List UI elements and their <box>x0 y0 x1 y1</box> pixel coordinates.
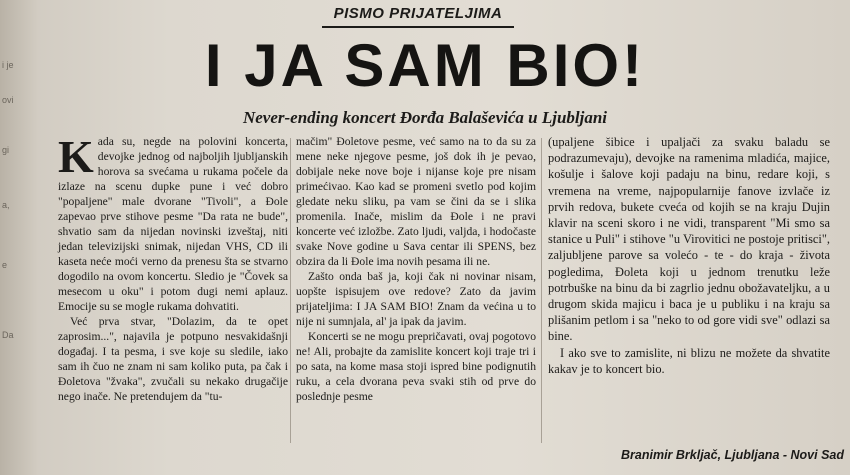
paragraph: I ako sve to zamislite, ni blizu ne možete da shvatite kakav je to koncert bio. <box>548 345 830 376</box>
article-column-3 <box>548 134 830 377</box>
drop-cap: K <box>58 131 94 182</box>
article-column-1 <box>58 131 288 404</box>
headline: I JA SAM BIO! <box>204 32 646 99</box>
article-column-2 <box>296 134 536 404</box>
paragraph: (upaljene šibice i upaljači za svaku baladu se podrazumevaju), devojke na ramenima mladića, majice, košulje i šalove koji padaju na binu, redare koji, s vremena na vreme, najpopularnije fanove izvlače iz prvih redova, bukete cveća od kojih se na kraju Dujin klavir na sceni skoro i ne vidi, transparent "Mi smo sa stanice u Puli" i stihove "u Virovitici ne postoje pritisci", zaljubljene parove sa volećo - te - do kraja - života pogledima, Đoleta koji u jednom trenutku leže potrbuške na binu da bi zagrlio jednu obožavateljku, a u drugom skida majicu i baca je u publiku i na kraju sa plišanim petlom i sa "neko to od gore vidi sve" odlazi sa bine. <box>548 135 830 344</box>
edge-fragment: Da <box>2 330 14 340</box>
edge-fragment: gi <box>2 145 10 155</box>
edge-fragment: a, <box>2 200 10 210</box>
author-signature: Branimir Brkljač, Ljubljana - Novi Sad <box>621 448 844 462</box>
section-label: PISMO PRIJATELJIMA <box>322 4 514 28</box>
edge-fragment: e <box>2 260 8 270</box>
paragraph: mačim" Đoletove pesme, već samo na to da su za mene neke njegove pesme, još dok ih je pevao, dobijale neke nove boje i nijanse koje pre nisam primećivao. Kao kad se promeni svetlo pod kojim gledate neku sliku, pa vam se čini da se i slika promenila. Inače, mislim da Đole i ne pravi koncerte već izložbe. Zato ljudi, valjda, i hodočaste svake Nove godine u Sava centar ili SPENS, bez obzira da li Đole ima novih pesama ili ne. <box>296 135 536 268</box>
edge-fragment: i je <box>2 60 14 70</box>
column-divider <box>541 138 542 443</box>
paragraph: Zašto onda baš ja, koji čak ni novinar nisam, uopšte ispisujem ove redove? Zato da javim prijateljima: I JA SAM BIO! Znam da većina u to nije ni sumnjala, al' ja ipak da javim. <box>296 270 536 328</box>
paragraph: Koncerti se ne mogu prepričavati, ovaj pogotovo ne! Ali, probajte da zamislite koncert koji traje tri i po sata, na kome masa stoji ispred bine podignutih ruku, a cela dvorana peva svaki stih od prve do poslednje pesme <box>296 330 536 403</box>
subtitle: Never-ending koncert Đorđa Balaševića u Ljubljani <box>242 108 608 127</box>
paragraph: ada su, negde na polovini koncerta, devojke jednog od najboljih ljubljanskih horova sa svećama u rukama počele da izlaze na scenu dupke pune i već dobro "popaljene" male dvorane "Tivoli", a Đole zapevao prve stihove pesme "Da rata ne bude", shvatio sam da nijedan novinski izveštaj, niti jedan televizijski snimak, nijedan VHS, CD ili kaseta neće moći verno da prenesu šta se stvarno dogodilo na ovom koncertu. Sledio je "Čovek sa mesecom u oku" i potom dugi nemi aplauz. Emocije su se mogle rukama dohvatiti. <box>58 135 288 313</box>
column-divider <box>290 138 291 443</box>
paragraph: Već prva stvar, "Dolazim, da te opet zaprosim...", najavila je potpuno nesvakidašnji događaj. I ta pesma, i sve koje su sledile, iako sam ih čuo ne znam ni sam koliko puta, pa čak i Đoletova "žvaka", zvučali su nekako drugačije nego inače. Ne pretendujem da "tu- <box>58 315 288 403</box>
edge-fragment: ovi <box>2 95 14 105</box>
